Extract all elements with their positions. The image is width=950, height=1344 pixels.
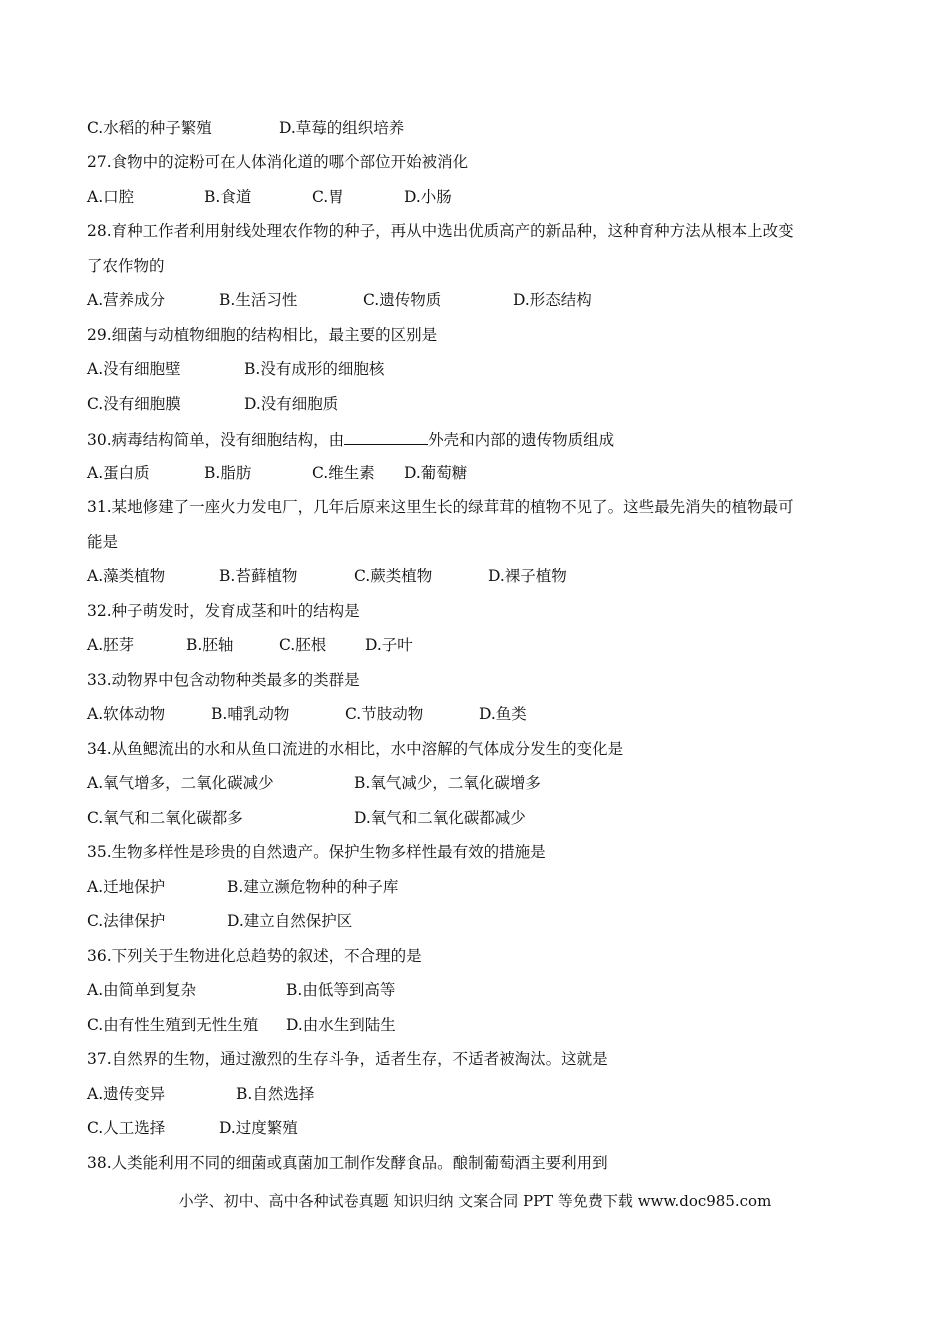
question-text: 28.育种工作者利用射线处理农作物的种子，再从中选出优质高产的新品种，这种育种方法从根本上改变	[87, 222, 794, 240]
answer-option: A.营养成分	[87, 291, 166, 309]
answer-option: D.草莓的组织培养	[279, 119, 405, 137]
answer-option: C.法律保护	[87, 912, 166, 930]
answer-option: C.人工选择	[87, 1119, 166, 1137]
answer-option: A.蛋白质	[87, 464, 150, 482]
answer-option: C.由有性生殖到无性生殖	[87, 1016, 259, 1034]
answer-option: B.脂肪	[204, 464, 252, 482]
answer-option: C.胚根	[279, 636, 327, 654]
answer-option: B.哺乳动物	[211, 705, 290, 723]
answer-option: A.迁地保护	[87, 878, 166, 896]
answer-option: C.维生素	[312, 464, 375, 482]
question-text: 31.某地修建了一座火力发电厂，几年后原来这里生长的绿茸茸的植物不见了。这些最先消失的植物最可	[87, 498, 794, 516]
answer-option: A.口腔	[87, 188, 135, 206]
answer-option: C.胃	[312, 188, 344, 206]
answer-option: C.节肢动物	[345, 705, 424, 723]
answer-option: A.胚芽	[87, 636, 135, 654]
answer-option: A.氧气增多，二氧化碳减少	[87, 774, 274, 792]
question-text-part: 30.病毒结构简单，没有细胞结构，由	[87, 431, 345, 449]
answer-option: B.自然选择	[236, 1085, 315, 1103]
answer-option: B.没有成形的细胞核	[244, 360, 385, 378]
question-text: 37.自然界的生物，通过激烈的生存斗争，适者生存，不适者被淘汰。这就是	[87, 1050, 608, 1068]
question-text: 33.动物界中包含动物种类最多的类群是	[87, 671, 360, 689]
answer-option: D.裸子植物	[488, 567, 567, 585]
question-text: 能是	[87, 533, 119, 551]
answer-option: B.建立濒危物种的种子库	[227, 878, 399, 896]
answer-option: B.苔藓植物	[219, 567, 298, 585]
answer-option: D.形态结构	[513, 291, 592, 309]
answer-option: C.遗传物质	[363, 291, 442, 309]
answer-option: D.过度繁殖	[219, 1119, 298, 1137]
answer-option: D.氧气和二氧化碳都减少	[354, 809, 526, 827]
question-text: 了农作物的	[87, 257, 165, 275]
answer-option: C.氧气和二氧化碳都多	[87, 809, 243, 827]
question-text	[87, 428, 614, 450]
answer-option: B.氧气减少，二氧化碳增多	[354, 774, 541, 792]
fill-in-blank	[344, 428, 428, 445]
question-text-part: 外壳和内部的遗传物质组成	[428, 431, 615, 449]
question-text: 38.人类能利用不同的细菌或真菌加工制作发酵食品。酿制葡萄酒主要利用到	[87, 1154, 608, 1172]
answer-option: B.食道	[204, 188, 252, 206]
question-text: 29.细菌与动植物细胞的结构相比，最主要的区别是	[87, 326, 438, 344]
answer-option: A.由简单到复杂	[87, 981, 197, 999]
answer-option: C.没有细胞膜	[87, 395, 181, 413]
question-text: 34.从鱼鳃流出的水和从鱼口流进的水相比，水中溶解的气体成分发生的变化是	[87, 740, 624, 758]
answer-option: D.葡萄糖	[404, 464, 468, 482]
answer-option: B.生活习性	[219, 291, 298, 309]
answer-option: B.胚轴	[186, 636, 234, 654]
answer-option: C.水稻的种子繁殖	[87, 119, 212, 137]
answer-option: D.建立自然保护区	[227, 912, 353, 930]
answer-option: D.没有细胞质	[244, 395, 339, 413]
answer-option: A.遗传变异	[87, 1085, 166, 1103]
question-text: 35.生物多样性是珍贵的自然遗产。保护生物多样性最有效的措施是	[87, 843, 546, 861]
question-text: 27.食物中的淀粉可在人体消化道的哪个部位开始被消化	[87, 153, 469, 171]
answer-option: D.子叶	[365, 636, 413, 654]
answer-option: A.没有细胞壁	[87, 360, 181, 378]
page-footer: 小学、初中、高中各种试卷真题 知识归纳 文案合同 PPT 等免费下载 www.doc985.com	[178, 1192, 772, 1210]
answer-option: D.鱼类	[479, 705, 527, 723]
answer-option: C.蕨类植物	[354, 567, 433, 585]
question-text: 32.种子萌发时，发育成茎和叶的结构是	[87, 602, 360, 620]
answer-option: A.藻类植物	[87, 567, 166, 585]
answer-option: A.软体动物	[87, 705, 166, 723]
answer-option: B.由低等到高等	[286, 981, 396, 999]
answer-option: D.小肠	[404, 188, 452, 206]
answer-option: D.由水生到陆生	[286, 1016, 396, 1034]
question-text: 36.下列关于生物进化总趋势的叙述，不合理的是	[87, 947, 422, 965]
